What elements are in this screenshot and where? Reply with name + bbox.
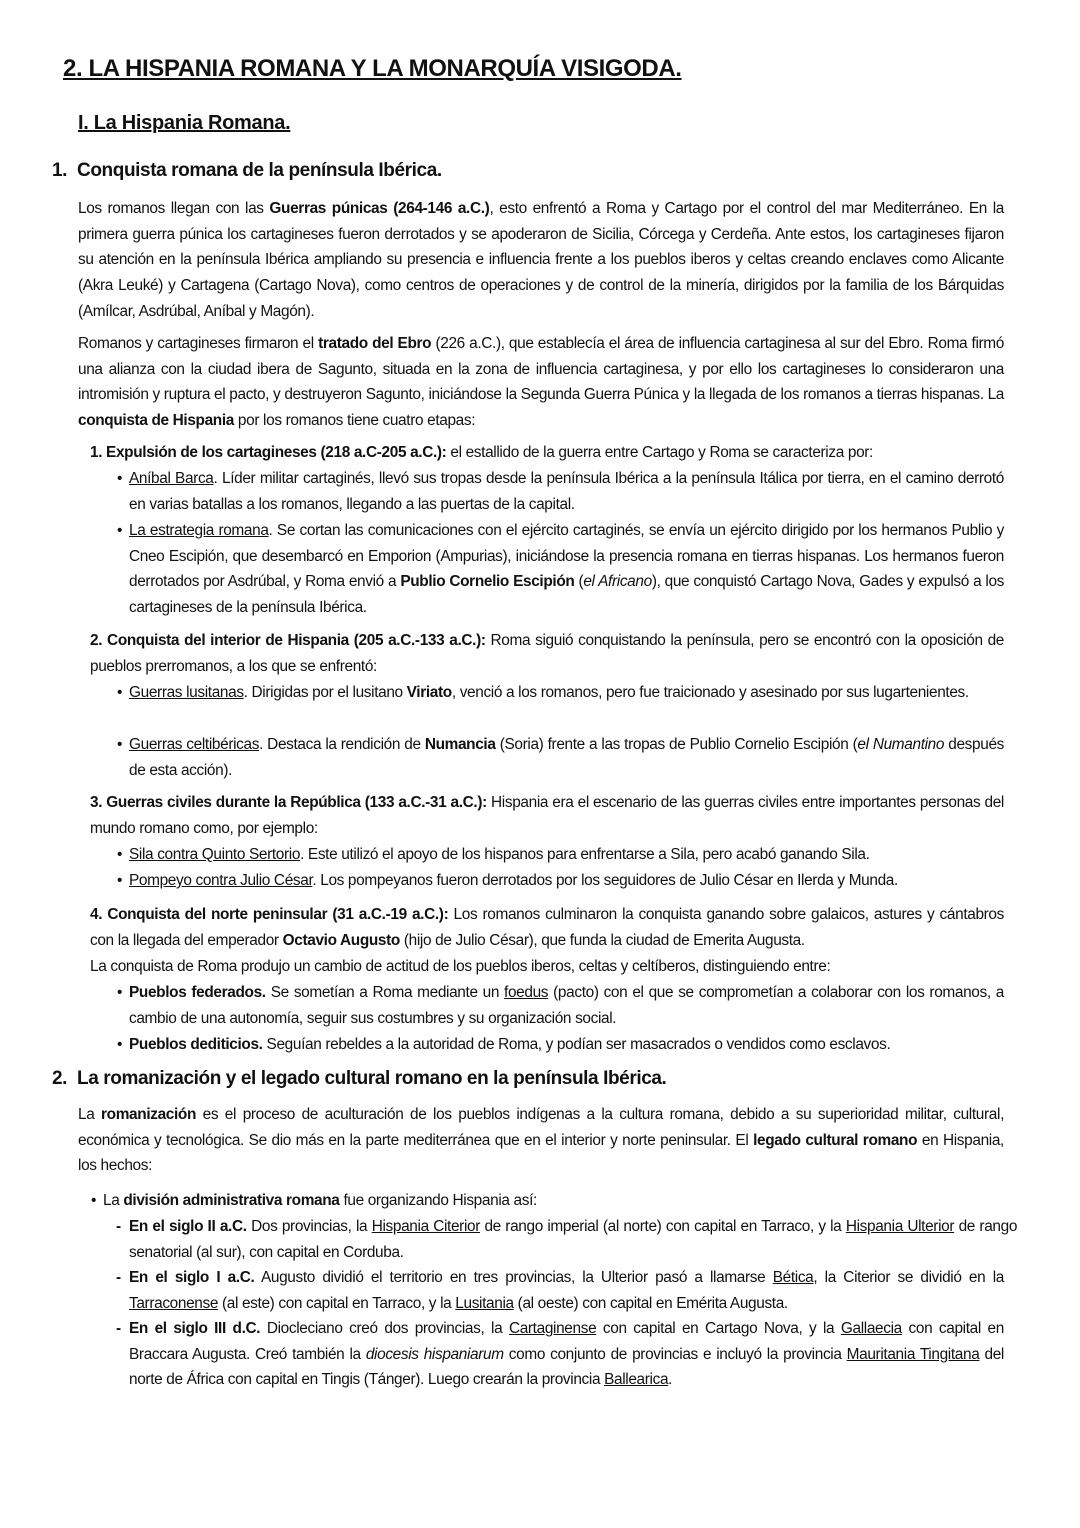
bullet-text: La división administrativa romana fue organizando Hispania así: bbox=[103, 1192, 537, 1209]
stage-3-bullet-1 bbox=[117, 842, 1004, 868]
bullet-icon: • bbox=[91, 1192, 97, 1209]
bold-term: división administrativa romana bbox=[123, 1192, 340, 1209]
division-item-1 bbox=[116, 1214, 1018, 1265]
underlined-term: Tarraconense bbox=[129, 1294, 219, 1312]
dash-text: En el siglo III d.C. Diocleciano creó dos provincias, la Cartaginense con capital en Cartago Nova, y la Gallaecia con capital en Braccara Augusta. Creó también la diocesis hispaniarum como conjunto de provincias e incluyó la provincia Mauritania Tingitana del norte de África con capital en Tingis (Tánger). Luego crearán la provincia Ballearica. bbox=[129, 1320, 1005, 1389]
part-heading: I. La Hispania Romana. bbox=[78, 112, 291, 134]
division-item-3 bbox=[116, 1316, 1005, 1393]
bold-term: romanización bbox=[101, 1106, 197, 1123]
bold-term: En el siglo II a.C. bbox=[129, 1218, 247, 1235]
bullet-icon: • bbox=[117, 872, 123, 889]
stage-4-intro: 4. Conquista del norte peninsular (31 a.C.-19 a.C.): Los romanos culminaron la conquista ganando sobre galaicos, astures y cántabros con la llegada del emperador Octavio Augusto (hijo de Julio César), que funda la ciudad de Emerita Augusta. bbox=[90, 906, 1004, 949]
section-1-paragraph-2: Romanos y cartagineses firmaron el tratado del Ebro (226 a.C.), que establecía el área de influencia cartaginesa al sur del Ebro. Roma firmó una alianza con la ciudad ibera de Sagunto, situada en la zona de influencia cartaginesa, y por ello los cartagineses lo consideraron una intromisión y ruptura el pacto, y destruyeron Sagunto, iniciándose la Segunda Guerra Púnica y la llegada de los romanos a tierras hispanas. La conquista de Hispania por los romanos tiene cuatro etapas: bbox=[78, 335, 1004, 430]
section-2-bullet bbox=[91, 1188, 1003, 1214]
bold-term: En el siglo III d.C. bbox=[129, 1320, 261, 1337]
stage-1-intro: 1. Expulsión de los cartagineses (218 a.C-205 a.C.): el estallido de la guerra entre Cartago y Roma se caracteriza por: bbox=[90, 444, 873, 461]
bullet-text: La estrategia romana. Se cortan las comunicaciones con el ejército cartaginés, se envía un ejército dirigido por los hermanos Publio y Cneo Escipión, que desembarcó en Emporion (Ampurias), iniciándose la presencia romana en tierras hispanas. Los hermanos fueron derrotados por Asdrúbal, y Roma envió a Publio Cornelio Escipión (el Africano), que conquistó Cartago Nova, Gades y expulsó a los cartagineses de la península Ibérica. bbox=[129, 522, 1005, 617]
underlined-term: Aníbal Barca bbox=[129, 470, 214, 487]
dash-icon: - bbox=[116, 1320, 121, 1337]
stage-4-bullet-2 bbox=[117, 1032, 1004, 1058]
bold-term: 3. Guerras civiles durante la República (133 a.C.-31 a.C.): bbox=[90, 794, 487, 811]
stage-4-bullet-1 bbox=[117, 980, 1004, 1031]
bullet-icon: • bbox=[117, 1036, 123, 1053]
underlined-term: La estrategia romana bbox=[129, 522, 269, 539]
bullet-text: Pueblos dediticios. Seguían rebeldes a la autoridad de Roma, y podían ser masacrados o vendidos como esclavos. bbox=[129, 1036, 891, 1053]
bold-term: Guerras púnicas (264-146 a.C.) bbox=[269, 200, 490, 217]
dash-icon: - bbox=[116, 1218, 121, 1235]
stage-3-intro: 3. Guerras civiles durante la República (133 a.C.-31 a.C.): Hispania era el escenario de las guerras civiles entre importantes personas del mundo romano como, por ejemplo: bbox=[90, 794, 1004, 837]
stage-2-bullet-2 bbox=[117, 732, 1005, 783]
division-item-2 bbox=[116, 1265, 1004, 1316]
underlined-term: Hispania Citerior bbox=[371, 1218, 481, 1235]
stage-4-after: La conquista de Roma produjo un cambio de actitud de los pueblos iberos, celtas y celtíberos, distinguiendo entre: bbox=[90, 958, 831, 975]
stage-2-intro: 2. Conquista del interior de Hispania (205 a.C.-133 a.C.): Roma siguió conquistando la península, pero se encontró con la oposición de pueblos prerromanos, a los que se enfrentó: bbox=[90, 632, 1004, 675]
section-2-paragraph-1: La romanización es el proceso de aculturación de los pueblos indígenas a la cultura romana, debido a su superioridad militar, cultural, económica y tecnológica. Se dio más en la parte mediterránea que en el interior y norte peninsular. El legado cultural romano en Hispania, los hechos: bbox=[78, 1106, 1004, 1175]
bullet-text: Guerras lusitanas. Dirigidas por el lusitano Viriato, venció a los romanos, pero fue traicionado y asesinado por sus lugartenientes. bbox=[129, 684, 969, 701]
bullet-text: Aníbal Barca. Líder militar cartaginés, llevó sus tropas desde la península Ibérica a la península Itálica por tierra, en el camino derrotó en varias batallas a los romanos, llegando a las puertas de la capital. bbox=[129, 470, 1005, 513]
stage-1-bullet-1 bbox=[117, 466, 1005, 517]
bold-term: 4. Conquista del norte peninsular (31 a.C.-19 a.C.): bbox=[90, 906, 449, 923]
section-2-title: La romanización y el legado cultural romano en la península Ibérica. bbox=[77, 1068, 667, 1089]
underlined-term: Hispania Ulterior bbox=[845, 1218, 955, 1235]
underlined-term: Sila contra Quinto Sertorio bbox=[129, 846, 301, 863]
bold-term: conquista de Hispania bbox=[78, 412, 234, 430]
bold-term: 2. Conquista del interior de Hispania (205 a.C.-133 a.C.): bbox=[90, 632, 486, 649]
bold-term: Viriato bbox=[406, 684, 452, 701]
dash-text: En el siglo I a.C. Augusto dividió el territorio en tres provincias, la Ulterior pasó a llamarse Bética, la Citerior se dividió en la Tarraconense (al este) con capital en Tarraco, y la Lusitania (al oeste) con capital en Emérita Augusta. bbox=[129, 1269, 1004, 1312]
stage-1-bullet-2 bbox=[117, 518, 1005, 621]
section-1-title: Conquista romana de la península Ibérica. bbox=[77, 160, 442, 181]
section-2-heading bbox=[52, 1068, 666, 1090]
underlined-term: Lusitania bbox=[455, 1294, 514, 1312]
bold-term: Publio Cornelio Escipión bbox=[400, 573, 575, 591]
underlined-term: Guerras celtibéricas bbox=[129, 736, 260, 753]
section-1-number: 1. bbox=[52, 160, 68, 181]
bold-term: Pueblos dediticios. bbox=[129, 1036, 263, 1053]
bullet-text: Pompeyo contra Julio César. Los pompeyanos fueron derrotados por los seguidores de Julio César en Ilerda y Munda. bbox=[129, 872, 898, 889]
bold-term: En el siglo I a.C. bbox=[129, 1269, 255, 1286]
underlined-term: Gallaecia bbox=[840, 1320, 902, 1337]
document-title: 2. LA HISPANIA ROMANA Y LA MONARQUÍA VISIGODA. bbox=[63, 55, 682, 82]
bold-term: Numancia bbox=[424, 736, 496, 753]
underlined-term: Mauritania Tingitana bbox=[846, 1345, 980, 1363]
italic-term: el Africano bbox=[583, 573, 652, 591]
section-1-paragraph-1: Los romanos llegan con las Guerras púnicas (264-146 a.C.), esto enfrentó a Roma y Cartago por el control del mar Mediterráneo. En la primera guerra púnica los cartagineses fueron derrotados y se apoderaron de Sicilia, Córcega y Cerdeña. Ante estos, los cartagineses fijaron su atención en la península Ibérica ampliando su presencia e influencia frente a los pueblos iberos y celtas creando enclaves como Alicante (Akra Leuké) y Cartagena (Cartago Nova), como centros de operaciones y de control de la minería, dirigidos por la familia de los Bárquidas (Amílcar, Asdrúbal, Aníbal y Magón). bbox=[78, 200, 1004, 320]
section-1-heading bbox=[52, 160, 442, 182]
bold-term: legado cultural romano bbox=[753, 1131, 918, 1149]
bullet-text: Guerras celtibéricas. Destaca la rendición de Numancia (Soria) frente a las tropas de Publio Cornelio Escipión (el Numantino después de esta acción). bbox=[129, 736, 1005, 779]
stage-2-bullet-1 bbox=[117, 680, 1004, 706]
bullet-icon: • bbox=[117, 684, 123, 701]
italic-term: el Numantino bbox=[857, 736, 945, 753]
underlined-term: Bética bbox=[772, 1269, 814, 1286]
bold-term: tratado del Ebro bbox=[318, 335, 432, 352]
dash-icon: - bbox=[116, 1269, 121, 1286]
bold-term: Octavio Augusto bbox=[282, 931, 400, 949]
section-2-number: 2. bbox=[52, 1068, 68, 1089]
bullet-text: Pueblos federados. Se sometían a Roma mediante un foedus (pacto) con el que se comprometían a colaborar con los romanos, a cambio de una autonomía, seguir sus costumbres y su organización social. bbox=[129, 984, 1004, 1027]
underlined-term: foedus bbox=[504, 984, 549, 1001]
underlined-term: Cartaginense bbox=[508, 1320, 597, 1337]
bullet-icon: • bbox=[117, 846, 123, 863]
bullet-text: Sila contra Quinto Sertorio. Este utilizó el apoyo de los hispanos para enfrentarse a Sila, pero acabó ganando Sila. bbox=[129, 846, 870, 863]
bold-term: 1. Expulsión de los cartagineses (218 a.C-205 a.C.): bbox=[90, 444, 447, 461]
italic-term: diocesis hispaniarum bbox=[365, 1345, 504, 1363]
underlined-term: Ballearica bbox=[604, 1371, 669, 1389]
bold-term: Pueblos federados. bbox=[129, 984, 266, 1001]
dash-text: En el siglo II a.C. Dos provincias, la Hispania Citerior de rango imperial (al norte) con capital en Tarraco, y la Hispania Ulterior de rango senatorial (al sur), con capital en Corduba. bbox=[129, 1218, 1018, 1261]
bullet-icon: • bbox=[117, 736, 123, 753]
underlined-term: Guerras lusitanas bbox=[129, 684, 244, 701]
bullet-icon: • bbox=[117, 470, 123, 487]
bullet-icon: • bbox=[117, 984, 123, 1001]
underlined-term: Pompeyo contra Julio César bbox=[129, 872, 313, 889]
stage-3-bullet-2 bbox=[117, 868, 1004, 894]
bullet-icon: • bbox=[117, 522, 123, 539]
